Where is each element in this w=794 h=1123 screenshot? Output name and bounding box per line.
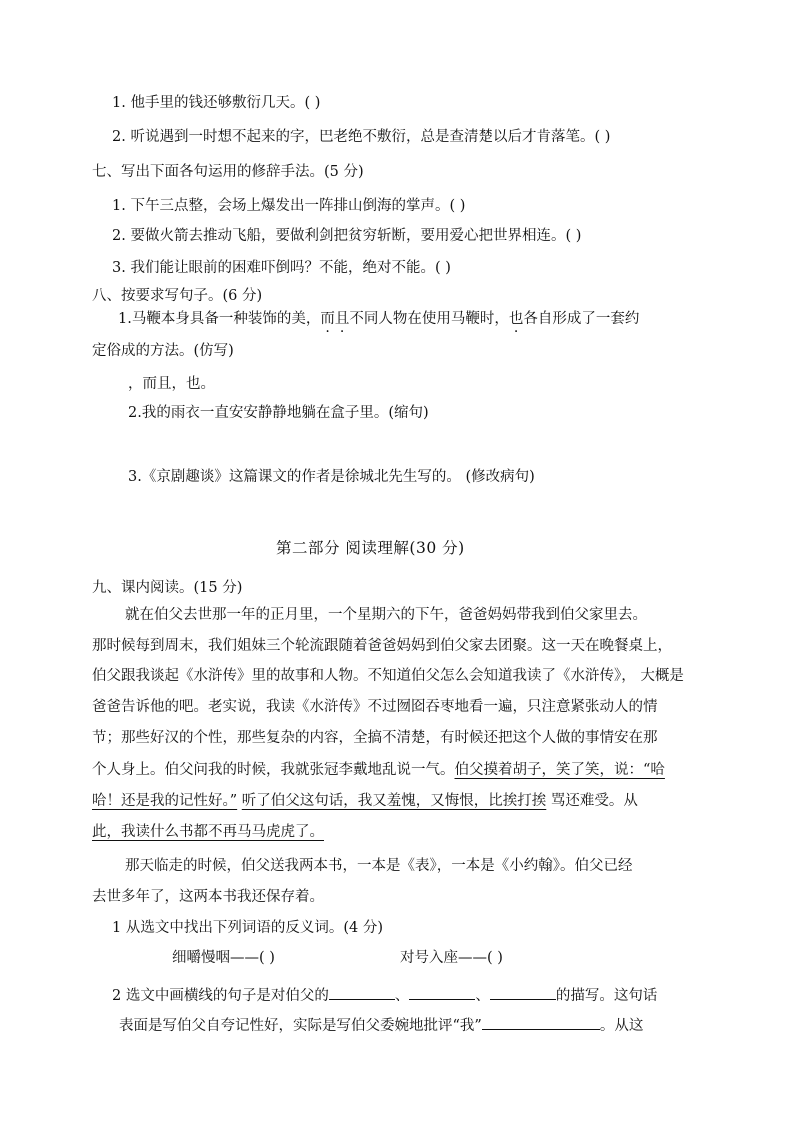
underlined-sentence: 哈！还是我的记性好。” — [92, 793, 238, 809]
separator: 、 — [475, 988, 490, 1004]
q9-heading: 九、课内阅读。(15 分) — [92, 580, 243, 596]
q8-item-1-line-2: 定俗成的方法。(仿写) — [92, 343, 234, 359]
underlined-sentence: 听了伯父这句话，我又羞愧，又悔恨，比挨打挨 — [241, 793, 547, 809]
q6-item-2: 2. 听说遇到一时想不起来的字，巴老绝不敷衍，总是查清楚以后才肯落笔。( ) — [112, 129, 611, 145]
antonym-item-1: 细嚼慢咽——( ) — [172, 950, 275, 966]
q7-heading: 七、写出下面各句运用的修辞手法。(5 分) — [92, 164, 364, 180]
answer-blank[interactable] — [482, 1013, 600, 1030]
passage-line: 伯父跟我谈起《水浒传》里的故事和人物。不知道伯父怎么会知道我读了《水浒传》， 大概是 — [92, 668, 684, 684]
passage-line: 那时候每到周末，我们姐妹三个轮流跟随着爸爸妈妈到伯父家去团聚。这一天在晚餐桌上， — [92, 638, 672, 654]
answer-blank[interactable] — [490, 983, 556, 1000]
q6-item-1: 1. 他手里的钱还够敷衍几天。( ) — [112, 95, 321, 111]
q9-sub-2-line-2 — [119, 1013, 643, 1036]
separator: 、 — [394, 988, 410, 1004]
q7-item-3: 3. 我们能让眼前的困难吓倒吗？不能，绝对不能。( ) — [112, 260, 451, 276]
q8-item-1 — [118, 309, 639, 329]
dotted-char: 而 — [320, 311, 335, 327]
sub-2-text: 。从这 — [599, 1018, 644, 1034]
passage-text: 个人身上。伯父问我的时候，我就张冠李戴地乱说一气。 — [92, 762, 455, 778]
q8-item-1-answer-template: ，而且，也。 — [128, 376, 215, 392]
passage-line: 节；那些好汉的个性，那些复杂的内容，全搞不清楚，有时候还把这个人做的事情安在那 — [92, 730, 658, 746]
q8-item-2: 2.我的雨衣一直安安静静地躺在盒子里。(缩句) — [128, 405, 429, 421]
passage-line — [92, 760, 665, 780]
passage-line — [92, 822, 324, 842]
passage-line: 就在伯父去世那一年的正月里，一个星期六的下午，爸爸妈妈带我到伯父家里去。 — [125, 607, 647, 623]
q7-item-1: 1. 下午三点整，会场上爆发出一阵排山倒海的掌声。( ) — [112, 198, 466, 214]
underlined-sentence: 此，我读什么书都不再马马虎虎了。 — [92, 824, 324, 840]
passage-line: 爸爸告诉他的吧。老实说，我读《水浒传》不过囫囵吞枣地看一遍，只注意紧张动人的情 — [92, 699, 658, 715]
underlined-sentence: 伯父摸着胡子，笑了笑，说：“哈 — [454, 762, 665, 778]
passage-text: 骂还难受。从 — [546, 793, 638, 809]
sub-2-text: 表面是写伯父自夸记性好，实际是写伯父委婉地批评“我” — [119, 1018, 482, 1034]
answer-blank[interactable] — [329, 983, 395, 1000]
passage-line: 那天临走的时候，伯父送我两本书，一本是《表》，一本是《小约翰》。伯父已经 — [125, 858, 633, 874]
q7-item-2: 2. 要做火箭去推动飞船，要做利剑把贫穷斩断，要用爱心把世界相连。( ) — [112, 228, 582, 244]
q8-item-1-part: 各自形成了一套约 — [523, 311, 640, 327]
sub-2-text: 2 选文中画横线的句子是对伯父的 — [112, 988, 329, 1004]
q9-sub-1-heading: 1 从选文中找出下列词语的反义词。(4 分) — [112, 920, 383, 936]
sub-2-text: 的描写。这句话 — [555, 988, 658, 1004]
passage-line: 去世多年了，这两本书我还保存着。 — [92, 889, 324, 905]
antonym-item-2: 对号入座——( ) — [400, 950, 503, 966]
answer-blank[interactable] — [409, 983, 475, 1000]
part-2-title: 第二部分 阅读理解(30 分) — [276, 539, 465, 557]
dotted-char: 也 — [508, 311, 524, 327]
dotted-char: 且 — [334, 311, 350, 327]
q8-heading: 八、按要求写句子。(6 分) — [92, 288, 263, 304]
q8-item-1-part: 不同人物在使用马鞭时， — [349, 311, 509, 327]
q8-item-1-part: 1.马鞭本身具备一种装饰的美， — [118, 311, 321, 327]
q8-item-3: 3.《京剧趣谈》这篇课文的作者是徐城北先生写的。 (修改病句) — [128, 469, 535, 485]
passage-line — [92, 791, 638, 811]
q9-sub-2 — [112, 983, 657, 1006]
